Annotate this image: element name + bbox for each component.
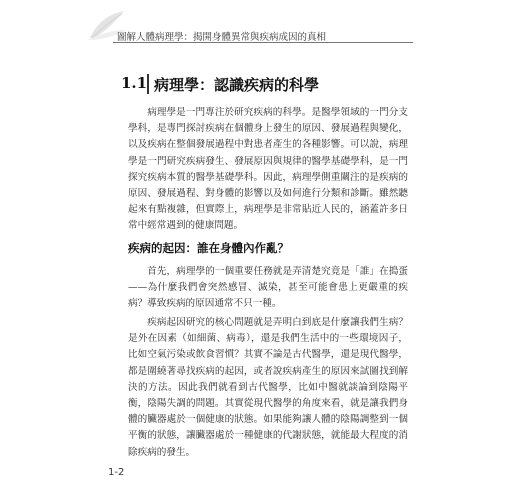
section-title: 病理學：認識疾病的科學 <box>154 76 320 94</box>
paragraph-intro: 病理學是一門專注於研究疾病的科學。是醫學領域的一門分支學科，是專門探討疾病在個體身上發生的原因、發展過程與變化，以及疾病在整個發展過程中對患者產生的各種影響。可以說，病理學是一門研究疾病發生、發展原因與規律的醫學基礎學科，是一門探究疾病本質的醫學基礎學科。因此，病理學側重關注的是疾病的原因、發展過程、對身體的影響以及如何進行分類和診斷。雖然聽起來有點複雜，但實際上，病理學是非常貼近人民的，涵蓋許多日常中經常遇到的健康問題。 <box>128 107 408 232</box>
header-divider <box>113 42 413 43</box>
paragraph-causes-2: 疾病起因研究的核心問題就是弄明白到底是什麼讓我們生病？是外在因素（如細菌、病毒），還是我們生活中的一些環境因子，比如空氣污染或飲食習慣？其實不論是古代醫學，還是現代醫學，都是圍繞著尋找疾病的起因，或者說疾病產生的原因來試圖找到解決的方法。因此我們就看到古代醫學，比如中醫就談論到陰陽平衡，陰陽失調的問題。其實從現代醫學的角度來看，就是讓我們身體的臟器處於一個健康的狀態。如果能夠讓人體的陰陽調整到一個平衡的狀態，讓臟器處於一種健康的代謝狀態，就能最大程度的消除疾病的發生。 <box>128 317 408 458</box>
section-number: 1.1 <box>121 74 148 92</box>
section-title-divider <box>147 74 149 94</box>
page-number: 1-2 <box>108 467 125 478</box>
subheading: 疾病的起因：誰在身體內作亂？ <box>128 241 289 255</box>
running-header: 圖解人體病理學：揭開身體異常與疾病成因的真相 <box>117 32 327 43</box>
paragraph-causes-1: 首先，病理學的一個重要任務就是弄清楚究竟是「誰」在搗蛋——為什麼我們會突然感冒、滅染，甚至可能會患上更嚴重的疾病？導致疾病的原因通常不只一種。 <box>128 266 408 310</box>
